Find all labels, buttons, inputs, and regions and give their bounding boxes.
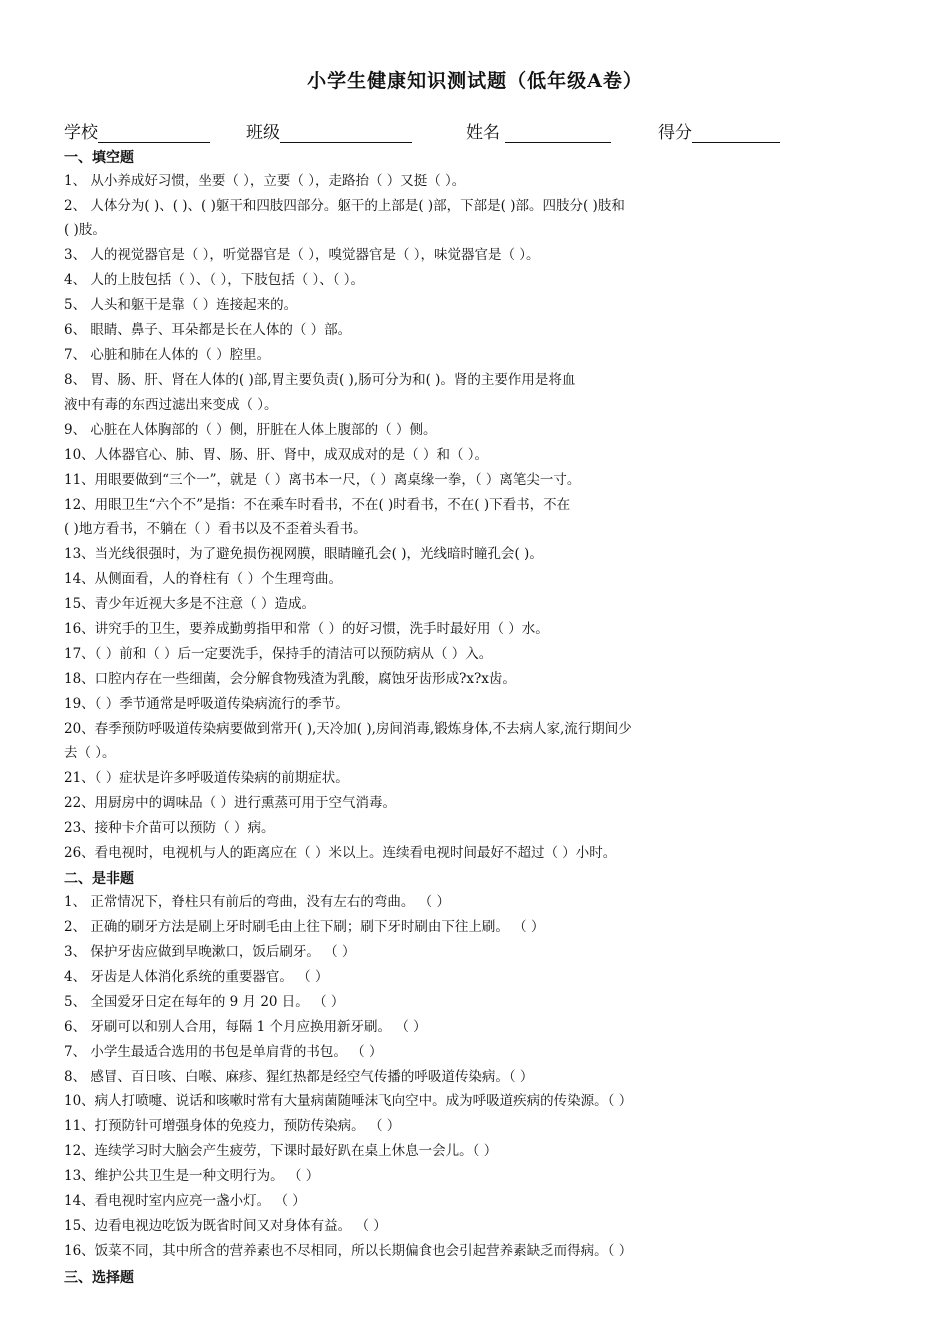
page-title: 小学生健康知识测试题（低年级A卷） [307,70,643,92]
fill-line: 4、 人的上肢包括（ ）、（ ），下肢包括（ ）、（ ）。 [64,272,365,288]
fill-line: 19、（ ）季节通常是呼吸道传染病流行的季节。 [64,696,349,712]
class-field [246,118,412,143]
tf-line: 16、饭菜不同，其中所含的营养素也不尽相同，所以长期偏食也会引起营养素缺乏而得病。（ ） [64,1243,633,1259]
school-blank[interactable] [98,123,210,143]
fill-line: 13、当光线很强时，为了避免损伤视网膜，眼睛瞳孔会( )，光线暗时瞳孔会( )。 [64,546,543,562]
class-blank[interactable] [280,123,412,143]
section-choice-heading: 三、选择题 [64,1270,134,1286]
tf-line: 7、 小学生最适合选用的书包是单肩背的书包。 （ ） [64,1044,383,1060]
tf-line: 11、打预防针可增强身体的免疫力，预防传染病。 （ ） [64,1118,401,1134]
fill-line: 18、口腔内存在一些细菌，会分解食物残渣为乳酸，腐蚀牙齿形成?x?x齿。 [64,671,516,687]
fill-line: 9、 心脏在人体胸部的（ ）侧，肝脏在人体上腹部的（ ）侧。 [64,422,437,438]
score-blank[interactable] [692,123,780,143]
fill-line: 21、（ ）症状是许多呼吸道传染病的前期症状。 [64,770,349,786]
fill-line: 2、 人体分为( )、( )、( )躯干和四肢四部分。躯干的上部是( )部，下部是( )部。四肢分( )肢和 [64,198,625,214]
fill-line: 液中有毒的东西过滤出来变成（ ）。 [64,397,278,413]
name-blank[interactable] [505,123,611,143]
fill-line: 5、 人头和躯干是靠（ ）连接起来的。 [64,297,298,313]
fill-line: 去（ ）。 [64,745,116,761]
tf-line: 8、 感冒、百日咳、白喉、麻疹、猩红热都是经空气传播的呼吸道传染病。（ ） [64,1069,534,1085]
fill-line: 22、用厨房中的调味品（ ）进行熏蒸可用于空气消毒。 [64,795,396,811]
school-field [64,118,210,143]
class-label: 班级 [246,123,280,143]
fill-line: 11、用眼要做到“三个一”，就是（ ）离书本一尺，（ ）离桌缘一拳，（ ）离笔尖一寸。 [64,472,581,488]
score-field [658,118,780,143]
fill-line: 8、 胃、肠、肝、肾在人体的( )部,胃主要负责( ),肠可分为和( )。肾的主要作用是将血 [64,372,576,388]
fill-line: 26、看电视时，电视机与人的距离应在（ ）米以上。连续看电视时间最好不超过（ ）小时。 [64,845,617,861]
fill-line: 15、青少年近视大多是不注意（ ）造成。 [64,596,315,612]
fill-line: 23、接种卡介苗可以预防（ ）病。 [64,820,275,836]
fill-line: 10、人体器官心、肺、胃、肠、肝、肾中，成双成对的是（ ）和（ ）。 [64,447,489,463]
tf-line: 14、看电视时室内应亮一盏小灯。 （ ） [64,1193,306,1209]
student-info-row [64,118,894,144]
tf-line: 13、维护公共卫生是一种文明行为。 （ ） [64,1168,320,1184]
fill-line: 17、（ ）前和（ ）后一定要洗手，保持手的清洁可以预防病从（ ）入。 [64,646,493,662]
section-truefalse-heading: 二、是非题 [64,871,134,887]
name-label: 姓名 [466,123,500,143]
fill-line: 6、 眼睛、鼻子、耳朵都是长在人体的（ ）部。 [64,322,352,338]
school-label: 学校 [64,123,98,143]
fill-line: 14、从侧面看，人的脊柱有（ ）个生理弯曲。 [64,571,342,587]
name-field [466,118,611,143]
tf-line: 5、 全国爱牙日定在每年的 9 月 20 日。 （ ） [64,994,345,1010]
tf-line: 6、 牙刷可以和别人合用，每隔 1 个月应换用新牙刷。 （ ） [64,1019,427,1035]
tf-line: 10、病人打喷嚏、说话和咳嗽时常有大量病菌随唾沫飞向空中。成为呼吸道疾病的传染源。（ ） [64,1093,633,1109]
fill-line: 16、讲究手的卫生，要养成勤剪指甲和常（ ）的好习惯，洗手时最好用（ ）水。 [64,621,549,637]
fill-line: ( )地方看书，不躺在（ ）看书以及不歪着头看书。 [64,521,367,537]
fill-line: 12、用眼卫生“六个不”是指：不在乘车时看书，不在( )时看书，不在( )下看书，不在 [64,497,571,513]
tf-line: 3、 保护牙齿应做到早晚漱口，饭后刷牙。 （ ） [64,944,356,960]
fill-line: ( )肢。 [64,222,106,238]
tf-line: 2、 正确的刷牙方法是刷上牙时刷毛由上往下刷；刷下牙时刷由下往上刷。 （ ） [64,919,545,935]
fill-line: 7、 心脏和肺在人体的（ ）腔里。 [64,347,271,363]
tf-line: 1、 正常情况下，脊柱只有前后的弯曲，没有左右的弯曲。 （ ） [64,894,450,910]
fill-line: 1、 从小养成好习惯，坐要（ ），立要（ ），走路抬（ ）又挺（ ）。 [64,173,466,189]
tf-line: 15、边看电视边吃饭为既省时间又对身体有益。 （ ） [64,1218,387,1234]
tf-line: 4、 牙齿是人体消化系统的重要器官。 （ ） [64,969,329,985]
fill-line: 20、春季预防呼吸道传染病要做到常开( ),天冷加( ),房间消毒,锻炼身体,不去病人家,流行期间少 [64,721,632,737]
fill-line: 3、 人的视觉器官是（ ），听觉器官是（ ），嗅觉器官是（ ），味觉器官是（ ）。 [64,247,540,263]
tf-line: 12、连续学习时大脑会产生疲劳，下课时最好趴在桌上休息一会儿。（ ） [64,1143,498,1159]
score-label: 得分 [658,123,692,143]
section-fill-heading: 一、填空题 [64,150,134,166]
